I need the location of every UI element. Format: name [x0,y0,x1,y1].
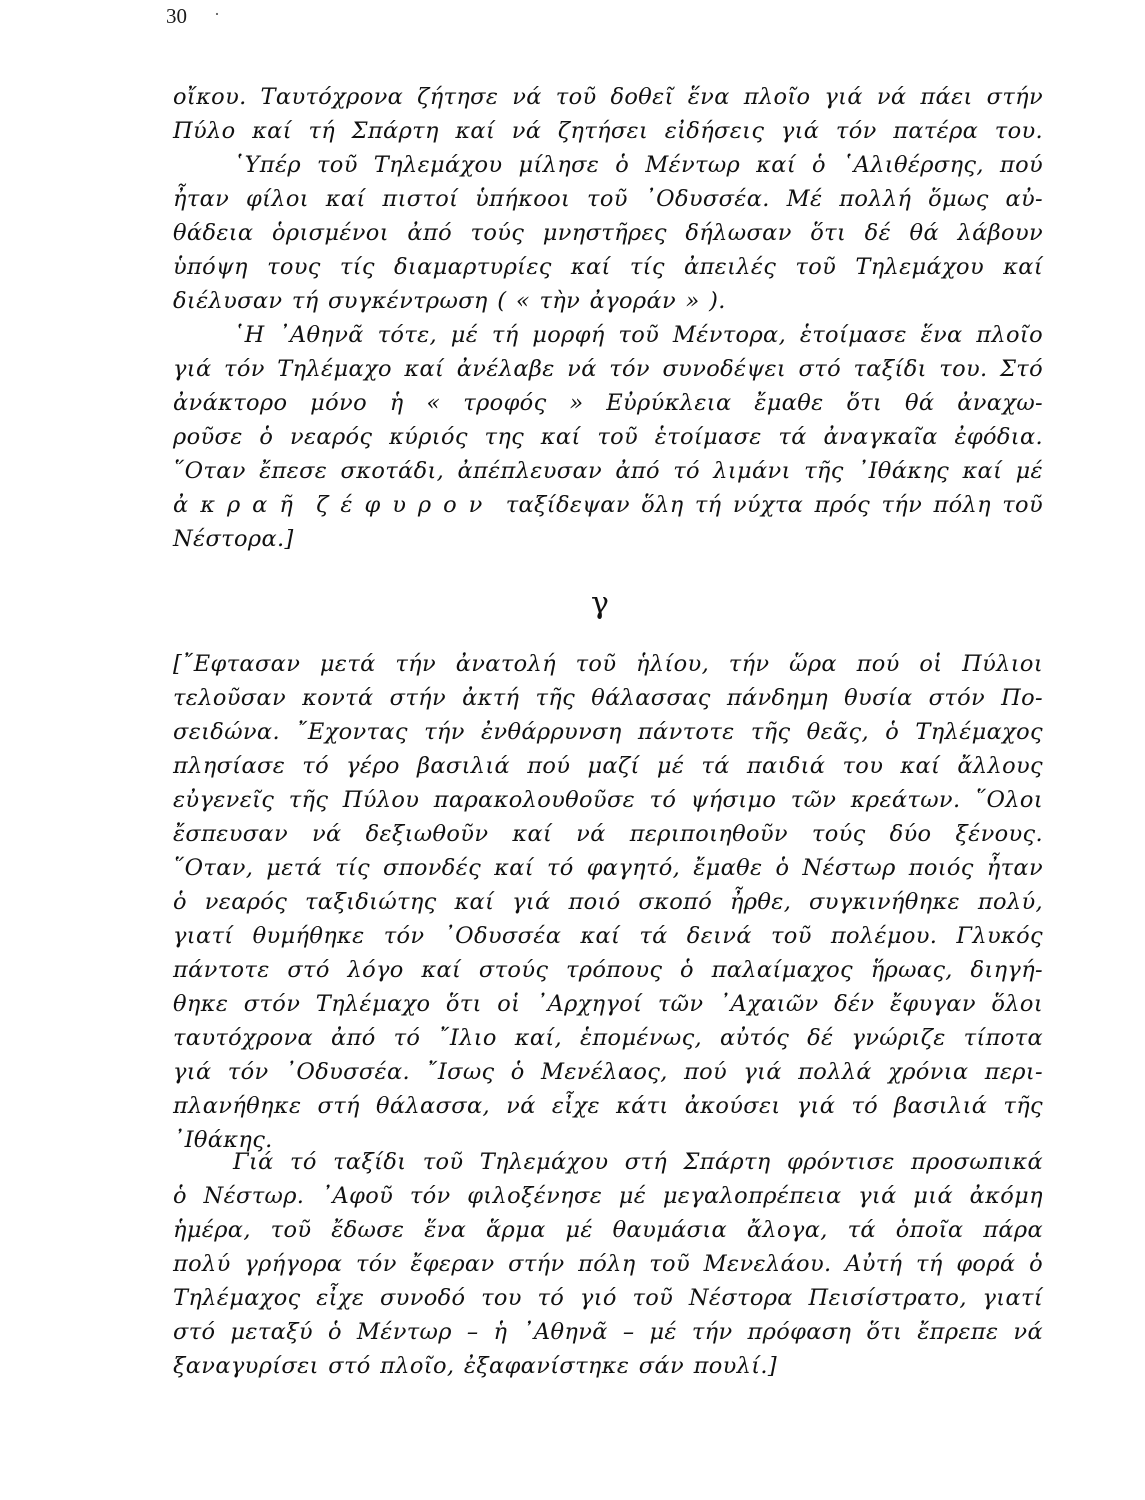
text-line: ὑπόψη τους τίς διαμαρτυρίες καί τίς ἀπειλές τοῦ Τηλεμάχου καί [173,254,1043,280]
text-line: πολύ γρήγορα τόν ἔφεραν στήν πόλη τοῦ Μενελάου. Αὐτή τή φορά ὁ [173,1251,1043,1277]
text-line: διέλυσαν τή συγκέντρωση ( « τὴν ἀγοράν » ). [173,288,726,314]
text-line: ἡμέρα, τοῦ ἔδωσε ἕνα ἅρμα μέ θαυμάσια ἄλογα, τά ὁποῖα πάρα [173,1217,1043,1243]
text-line: ἦταν φίλοι καί πιστοί ὑπήκοοι τοῦ ᾿Οδυσσέα. Μέ πολλή ὅμως αὐ- [173,186,1043,212]
text-line: Νέστορα.] [173,526,294,552]
text-line: γιατί θυμήθηκε τόν ᾿Οδυσσέα καί τά δεινά τοῦ πολέμου. Γλυκός [173,923,1043,949]
text-line: ῞Οταν, μετά τίς σπονδές καί τό φαγητό, ἔμαθε ὁ Νέστωρ ποιός ἦταν [173,855,1043,881]
text-line: γιά τόν ᾿Οδυσσέα. ῎Ισως ὁ Μενέλαος, πού γιά πολλά χρόνια περι- [173,1059,1043,1085]
text-block-middle [173,647,1043,1157]
text-line: [῎Εφτασαν μετά τήν ἀνατολή τοῦ ἡλίου, τήν ὥρα πού οἱ Πύλιοι [173,651,1043,677]
text-line: ταυτόχρονα ἀπό τό ῎Ιλιο καί, ἑπομένως, αὐτός δέ γνώριζε τίποτα [173,1025,1043,1051]
text-line: σειδώνα. ῎Εχοντας τήν ἐνθάρρυνση πάντοτε τῆς θεᾶς, ὁ Τηλέμαχος [173,719,1043,745]
text-line: οἴκου. Ταυτόχρονα ζήτησε νά τοῦ δοθεῖ ἕνα πλοῖο γιά νά πάει στήν [173,84,1043,110]
text-line: ροῦσε ὁ νεαρός κύριός της καί τοῦ ἑτοίμασε τά ἀναγκαῖα ἐφόδια. [173,424,1043,450]
text-block-top [173,80,1043,556]
text-line: ῾Υπέρ τοῦ Τηλεμάχου μίλησε ὁ Μέντωρ καί ὁ ῾Αλιθέρσης, πού [233,152,1043,178]
text-line: ἔσπευσαν νά δεξιωθοῦν καί νά περιποιηθοῦν τούς δύο ξένους. [173,821,1043,847]
text-line: ἀνάκτορο μόνο ἡ « τροφός » Εὐρύκλεια ἔμαθε ὅτι θά ἀναχω- [173,390,1043,416]
text-line: πάντοτε στό λόγο καί στούς τρόπους ὁ παλαίμαχος ἥρωας, διηγή- [173,957,1043,983]
text-block-bottom [173,1145,1043,1383]
text-line: Τηλέμαχος εἶχε συνοδό του τό γιό τοῦ Νέστορα Πεισίστρατο, γιατί [173,1285,1043,1311]
text-line-spaced [173,488,1043,522]
text-line: στό μεταξύ ὁ Μέντωρ – ἡ ᾿Αθηνᾶ – μέ τήν πρόφαση ὅτι ἔπρεπε νά [173,1319,1043,1345]
text-line: εὐγενεῖς τῆς Πύλου παρακολουθοῦσε τό ψήσιμο τῶν κρεάτων. ῞Ολοι [173,787,1043,813]
text-line: ῾Η ᾿Αθηνᾶ τότε, μέ τή μορφή τοῦ Μέντορα, ἑτοίμασε ἕνα πλοῖο [233,322,1043,348]
text-line: ξαναγυρίσει στό πλοῖο, ἐξαφανίστηκε σάν πουλί.] [173,1353,778,1379]
text-line: ῞Οταν ἔπεσε σκοτάδι, ἀπέπλευσαν ἀπό τό λιμάνι τῆς ᾿Ιθάκης καί μέ [173,458,1043,484]
page-number: 30 [166,4,187,28]
text-line: ᾿Ιθάκης. [173,1127,273,1153]
text-line: γιά τόν Τηλέμαχο καί ἀνέλαβε νά τόν συνοδέψει στό ταξίδι του. Στό [173,356,1043,382]
text-line: τελοῦσαν κοντά στήν ἀκτή τῆς θάλασσας πάνδημη θυσία στόν Πο- [173,685,1043,711]
text-line: ὁ νεαρός ταξιδιώτης καί γιά ποιό σκοπό ἦρθε, συγκινήθηκε πολύ, [173,889,1043,915]
line-tail: ταξίδεψαν ὅλη τή νύχτα πρός τήν πόλη τοῦ [505,492,1043,518]
text-line: Πύλο καί τή Σπάρτη καί νά ζητήσει εἰδήσεις γιά τόν πατέρα του. [173,118,1043,144]
page-dot: · [214,4,220,24]
spaced-word: ἀκραῆ [173,492,305,518]
text-line: θηκε στόν Τηλέμαχο ὅτι οἱ ᾿Αρχηγοί τῶν ᾿Αχαιῶν δέν ἔφυγαν ὅλοι [173,991,1043,1017]
text-line: ὁ Νέστωρ. ᾿Αφοῦ τόν φιλοξένησε μέ μεγαλοπρέπεια γιά μιά ἀκόμη [173,1183,1043,1209]
section-letter-gamma: γ [591,586,609,621]
text-line: θάδεια ὁρισμένοι ἀπό τούς μνηστῆρες δήλωσαν ὅτι δέ θά λάβουν [173,220,1043,246]
spaced-word: ζέφυρον [316,492,495,518]
text-line: πλανήθηκε στή θάλασσα, νά εἶχε κάτι ἀκούσει γιά τό βασιλιά τῆς [173,1093,1043,1119]
text-line: Γιά τό ταξίδι τοῦ Τηλεμάχου στή Σπάρτη φρόντισε προσωπικά [233,1149,1043,1175]
text-line: πλησίασε τό γέρο βασιλιά πού μαζί μέ τά παιδιά του καί ἄλλους [173,753,1043,779]
